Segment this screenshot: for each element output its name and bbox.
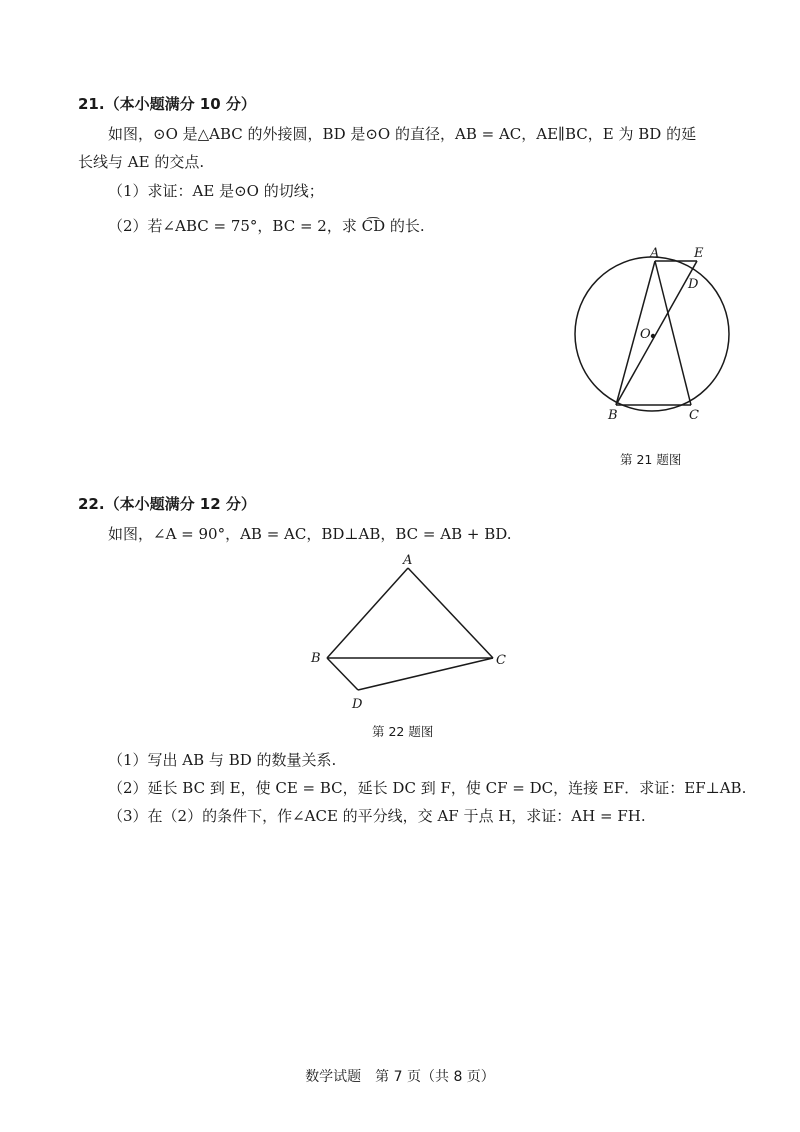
q21-label-E: E xyxy=(694,246,704,261)
q21-label-C: C xyxy=(689,408,699,423)
q21-label-D: D xyxy=(688,277,699,292)
q22-segment-BD xyxy=(327,658,358,690)
q21-circumcircle xyxy=(575,257,729,411)
q21-center-point xyxy=(651,334,655,338)
q22-label-D: D xyxy=(352,697,363,712)
q22-caption: 第 22 题图 xyxy=(372,724,434,739)
q22-label-B: B xyxy=(311,651,321,666)
q22-figure xyxy=(300,550,520,720)
q22-heading: 22.（本小题满分 12 分） xyxy=(78,495,256,513)
q22-part1: （1）写出 AB 与 BD 的数量关系. xyxy=(108,751,337,769)
q21-stem-line2: 长线与 AE 的交点. xyxy=(78,153,205,171)
q21-label-O: O xyxy=(640,327,651,342)
q21-label-A: A xyxy=(650,246,660,261)
q21-figure xyxy=(560,238,750,428)
q22-part3: （3）在（2）的条件下，作∠ACE 的平分线，交 AF 于点 H，求证：AH = FH. xyxy=(108,807,646,825)
q22-segment-AB xyxy=(327,568,408,658)
q22-label-A: A xyxy=(403,553,413,568)
q21-part2: （2）若∠ABC = 75°，BC = 2，求 C͡D 的长. xyxy=(108,217,425,235)
q21-part1: （1）求证：AE 是⊙O 的切线； xyxy=(108,182,324,200)
page-footer: 数学试题 第 7 页（共 8 页） xyxy=(305,1069,495,1085)
q21-stem-line1: 如图，⊙O 是△ABC 的外接圆，BD 是⊙O 的直径，AB = AC，AE∥BC，E 为 BD 的延 xyxy=(108,125,697,143)
q22-segment-DC xyxy=(358,658,493,690)
q22-segment-AC xyxy=(408,568,493,658)
q22-label-C: C xyxy=(496,653,506,668)
q21-label-B: B xyxy=(608,408,618,423)
q21-caption: 第 21 题图 xyxy=(620,452,682,467)
q22-part2: （2）延长 BC 到 E，使 CE = BC，延长 DC 到 F，使 CF = DC，连接 EF．求证：EF⊥AB. xyxy=(108,779,747,797)
q21-heading: 21.（本小题满分 10 分） xyxy=(78,95,256,113)
q22-stem: 如图，∠A = 90°，AB = AC，BD⊥AB，BC = AB + BD. xyxy=(108,525,512,543)
